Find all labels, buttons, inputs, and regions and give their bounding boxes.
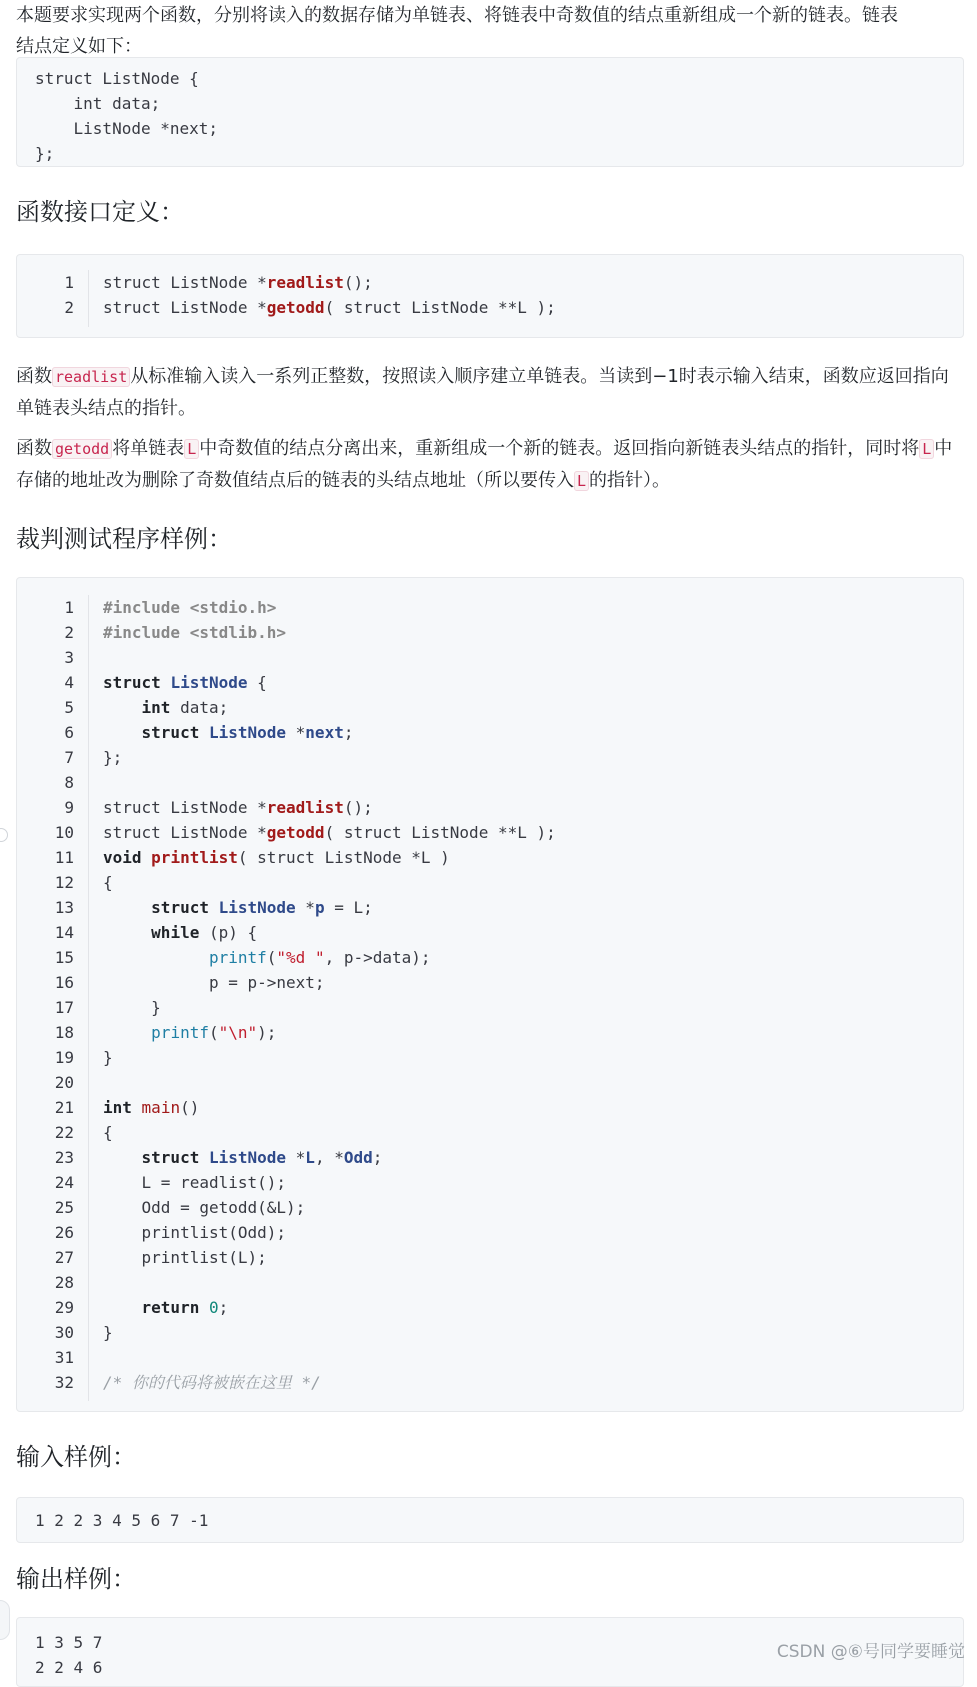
heading-judge-program: 裁判测试程序样例： xyxy=(16,525,232,553)
code-line: void printlist( struct ListNode *L ) xyxy=(103,848,450,867)
code-line: struct ListNode { xyxy=(103,673,267,692)
intro-paragraph: 本题要求实现两个函数，分别将读入的数据存储为单链表、将链表中奇数值的结点重新组成一个新的链表。链表结点定义如下： xyxy=(16,5,898,57)
code-line: printf("\n"); xyxy=(151,1023,277,1042)
code-line xyxy=(103,1070,556,1095)
code-line: } xyxy=(103,998,161,1017)
code-line xyxy=(103,770,556,795)
line-number-gutter: 1 2 xyxy=(17,270,89,327)
code-line: struct ListNode *getodd( struct ListNode **L ); xyxy=(103,823,556,842)
heading-output-sample: 输出样例： xyxy=(16,1565,136,1593)
input-sample-text: 1 2 2 3 4 5 6 7 -1 xyxy=(35,1511,209,1530)
output-line: 2 2 4 6 xyxy=(35,1658,103,1677)
input-sample-block xyxy=(16,1497,964,1543)
code-line: L = readlist(); xyxy=(103,1173,287,1192)
code-line xyxy=(103,1345,556,1370)
code-line: printlist(Odd); xyxy=(103,1223,287,1242)
code-line: struct ListNode *next; xyxy=(141,723,354,742)
csdn-watermark: CSDN @⑥号同学要睡觉 xyxy=(776,1642,965,1662)
code-line: } xyxy=(103,1323,113,1342)
struct-line: ListNode *next; xyxy=(35,119,219,138)
code-line: int main() xyxy=(103,1098,200,1117)
interface-code-block xyxy=(16,254,964,338)
heading-interface: 函数接口定义： xyxy=(16,198,184,226)
struct-definition-block xyxy=(16,57,964,167)
code-line xyxy=(103,1270,556,1295)
heading-input-sample: 输入样例： xyxy=(16,1443,136,1471)
code-line: printf("%d ", p->data); xyxy=(208,948,431,967)
code-line: { xyxy=(103,873,113,892)
output-line: 1 3 5 7 xyxy=(35,1633,103,1652)
code-line: } xyxy=(103,1048,113,1067)
code-line: int data; xyxy=(141,698,229,717)
interface-code-lines xyxy=(89,270,556,327)
code-line: p = p->next; xyxy=(103,973,325,992)
inline-code-L: L xyxy=(574,471,589,491)
code-line: Odd = getodd(&L); xyxy=(103,1198,306,1217)
code-line: }; xyxy=(103,748,123,767)
inline-code-L: L xyxy=(919,439,934,459)
getodd-description: 函数 getodd 将单链表 L 中奇数值的结点分离出来，重新组成一个新的链表。返回指向新链表头结点的指针，同时将 L 中存储的地址改为删除了奇数值结点后的链表的头结点地址（所以要传入 L 的指针）。 xyxy=(16,438,953,491)
struct-line: }; xyxy=(35,144,55,163)
readlist-description: 函数 readlist 从标准输入读入一系列正整数，按照读入顺序建立单链表。当读到−1时表示输入结束，函数应返回指向单链表头结点的指针。 xyxy=(16,366,949,419)
judge-code-block xyxy=(16,577,964,1412)
struct-line: int data; xyxy=(35,94,161,113)
code-line: struct ListNode *readlist(); xyxy=(103,798,373,817)
code-line xyxy=(103,645,556,670)
inline-code-readlist: readlist xyxy=(52,367,130,387)
code-line: struct ListNode *L, *Odd; xyxy=(141,1148,383,1167)
code-line: #include <stdlib.h> xyxy=(103,623,287,642)
floating-side-button[interactable] xyxy=(0,1600,10,1640)
code-line: struct ListNode *readlist(); xyxy=(103,273,373,292)
code-line: #include <stdio.h> xyxy=(103,598,277,617)
line-number-gutter: 1 2 3 4 5 6 7 8 9 10 11 12 13 14 15 16 17 18 19 20 21 22 23 24 25 26 27 28 29 30 31 32 xyxy=(17,595,89,1401)
code-line: printlist(L); xyxy=(103,1248,267,1267)
inline-code-getodd: getodd xyxy=(52,439,112,459)
code-line: struct ListNode *p = L; xyxy=(151,898,373,917)
code-line: { xyxy=(103,1123,113,1142)
code-line: struct ListNode *getodd( struct ListNode **L ); xyxy=(103,298,556,317)
inline-code-L: L xyxy=(184,439,199,459)
struct-line: struct ListNode { xyxy=(35,69,199,88)
side-scroll-handle[interactable] xyxy=(0,828,8,842)
code-line: /* 你的代码将被嵌在这里 */ xyxy=(103,1373,321,1392)
judge-code-lines xyxy=(89,595,556,1401)
code-line: return 0; xyxy=(141,1298,229,1317)
code-line: while (p) { xyxy=(151,923,258,942)
